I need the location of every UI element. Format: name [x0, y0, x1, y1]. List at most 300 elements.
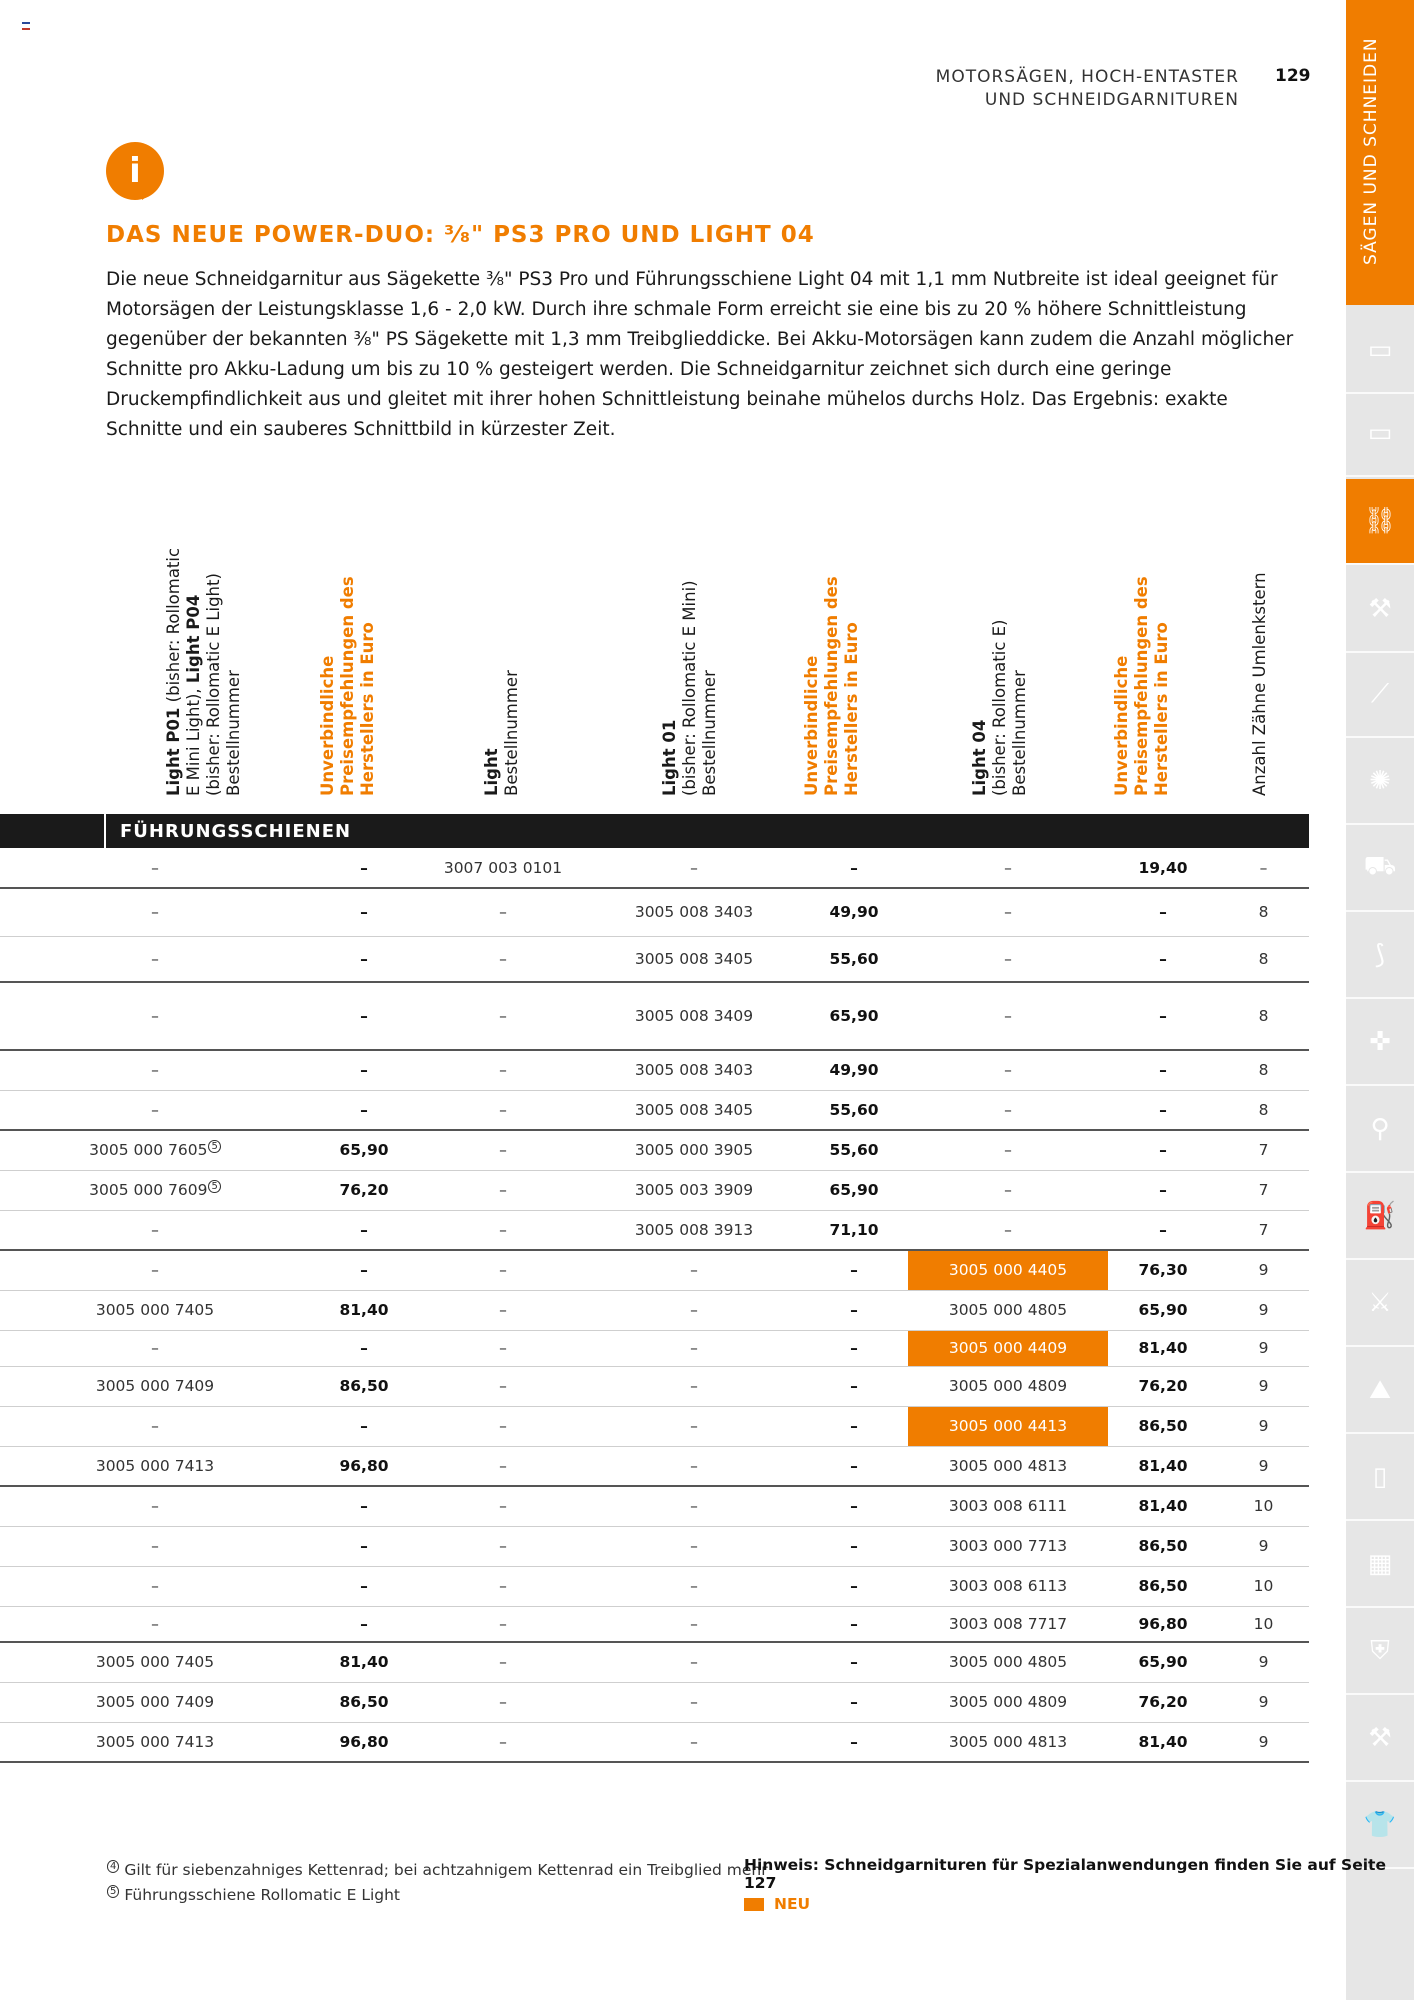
calendar-icon[interactable]: ▦ — [1346, 1522, 1414, 1608]
cell-value: – — [360, 903, 368, 922]
table-cell — [1218, 1366, 1309, 1406]
table-cell — [588, 1606, 800, 1642]
table-cell — [1218, 1486, 1309, 1526]
table-cell — [1218, 1682, 1309, 1722]
cell-value: – — [850, 1339, 858, 1357]
table-cell — [418, 1406, 588, 1446]
table-cell — [588, 1526, 800, 1566]
table-cell — [0, 1130, 310, 1170]
table-cell — [588, 1170, 800, 1210]
table-cell — [1108, 936, 1218, 982]
table-cell — [1108, 1366, 1218, 1406]
cell-value: – — [151, 858, 159, 877]
table-cell — [1218, 1050, 1309, 1090]
table-cell — [1218, 1566, 1309, 1606]
cell-value: 49,90 — [829, 903, 879, 922]
page-title: DAS NEUE POWER-DUO: ³⁄₈" PS3 PRO UND LIGHT 04 — [106, 222, 815, 248]
cell-value: 3005 000 7409 — [95, 1693, 215, 1711]
table-cell — [800, 888, 908, 936]
table-row — [0, 1526, 1309, 1566]
cell-value: – — [690, 1732, 698, 1751]
table-cell — [418, 1330, 588, 1366]
cell-value: – — [151, 1417, 159, 1435]
column-header-price-3 — [1112, 576, 1172, 796]
table-cell — [1108, 1210, 1218, 1250]
lawnmower-icon[interactable]: ⛟ — [1346, 826, 1414, 912]
table-cell — [310, 936, 418, 982]
cell-value: – — [499, 1456, 507, 1475]
table-cell — [908, 1406, 1108, 1446]
table-cell — [908, 848, 1108, 888]
cell-value: – — [499, 1577, 507, 1595]
cell-value: – — [360, 858, 368, 877]
table-cell — [310, 1406, 418, 1446]
cell-value: – — [850, 1301, 858, 1319]
table-row — [0, 888, 1309, 936]
table-cell — [1108, 1290, 1218, 1330]
table-row — [0, 1446, 1309, 1486]
cell-value: 9 — [1258, 1301, 1269, 1319]
cell-value: – — [151, 1497, 159, 1516]
cell-value: 65,90 — [1138, 1301, 1188, 1319]
table-cell — [418, 936, 588, 982]
col2-line3: Herstellers in Euro — [358, 622, 377, 796]
cell-value: 3003 008 6113 — [948, 1577, 1068, 1595]
cell-value: – — [690, 1377, 698, 1395]
table-cell — [908, 1606, 1108, 1642]
table-cell — [908, 1682, 1108, 1722]
smartphone-icon[interactable]: ▯ — [1346, 1435, 1414, 1521]
table-cell — [800, 1406, 908, 1446]
cell-value: 76,20 — [339, 1181, 389, 1199]
table-cell — [310, 1170, 418, 1210]
cell-value: 81,40 — [1138, 1497, 1188, 1516]
table-row — [0, 982, 1309, 1050]
sprayer-icon[interactable]: ⛽ — [1346, 1174, 1414, 1260]
table-cell — [0, 1050, 310, 1090]
cell-value: – — [151, 1614, 159, 1633]
cell-value: 3005 003 3909 — [634, 1181, 754, 1199]
cell-value: – — [499, 1061, 507, 1080]
cell-value: 86,50 — [1138, 1577, 1188, 1595]
table-row — [0, 1486, 1309, 1526]
col3-bold: Light — [482, 748, 501, 796]
cell-value: – — [690, 1693, 698, 1711]
column-header-light-p01-p04 — [164, 548, 244, 796]
table-cell — [1108, 1330, 1218, 1366]
cell-value: – — [151, 1007, 159, 1025]
table-row — [0, 1330, 1309, 1366]
cell-value: – — [499, 1261, 507, 1280]
battery-icon[interactable]: ▭ — [1346, 391, 1414, 477]
cell-value: – — [499, 1141, 507, 1160]
table-cell — [418, 1526, 588, 1566]
cell-value: – — [1004, 1220, 1012, 1239]
page-header — [936, 66, 1239, 112]
table-cell — [800, 1486, 908, 1526]
table-cell — [908, 982, 1108, 1050]
footnote-5-marker: 5 — [107, 1885, 119, 1898]
table-cell — [800, 848, 908, 888]
table-cell — [588, 982, 800, 1050]
trimmer-icon[interactable]: ⟆ — [1346, 913, 1414, 999]
table-cell — [1108, 1050, 1218, 1090]
robot-mower-icon[interactable]: ⛰ — [1346, 1348, 1414, 1434]
axe-icon[interactable]: ⚒ — [1346, 1696, 1414, 1782]
cell-value: 3005 000 4813 — [948, 1732, 1068, 1751]
table-cell — [1218, 1090, 1309, 1130]
cell-value: 3005 008 3913 — [634, 1220, 754, 1239]
table-cell — [588, 1090, 800, 1130]
col8-line1: Anzahl Zähne Umlenkstern — [1250, 572, 1269, 796]
cell-value: 3005 000 7413 — [95, 1456, 215, 1475]
table-cell — [908, 1170, 1108, 1210]
col6-bold: Light 04 — [970, 719, 989, 796]
cell-value: 81,40 — [339, 1301, 389, 1319]
table-cell — [0, 888, 310, 936]
cell-value: – — [850, 1577, 858, 1595]
table-row — [0, 1606, 1309, 1642]
table-cell — [1218, 936, 1309, 982]
col1-rest1: (bisher: Rollomatic — [164, 547, 183, 708]
table-row — [0, 1642, 1309, 1682]
cell-value: 3005 008 3403 — [634, 1061, 754, 1080]
table-cell — [588, 1486, 800, 1526]
col4-line3: Bestellnummer — [700, 670, 719, 796]
table-cell — [588, 848, 800, 888]
col1-line4: Bestellnummer — [224, 670, 243, 796]
table-cell — [310, 1210, 418, 1250]
table-cell — [310, 982, 418, 1050]
cell-value: – — [499, 1417, 507, 1435]
cell-value: 96,80 — [1138, 1614, 1188, 1633]
table-cell — [310, 1130, 418, 1170]
table-cell — [1108, 982, 1218, 1050]
cell-value: 9 — [1258, 1693, 1269, 1711]
cell-value: 10 — [1253, 1497, 1274, 1516]
table-cell — [0, 982, 310, 1050]
cell-value: 3005 000 4805 — [948, 1301, 1068, 1319]
cell-value: 9 — [1258, 1537, 1269, 1555]
table-cell — [0, 1642, 310, 1682]
header-line-1: MOTORSÄGEN, HOCH-ENTASTER — [935, 67, 1239, 87]
col1-line2: E Mini Light), — [184, 683, 203, 796]
jacket-icon[interactable]: ⛨ — [1346, 1609, 1414, 1695]
table-cell — [418, 1130, 588, 1170]
cell-value: 9 — [1258, 1653, 1269, 1672]
cell-value: – — [151, 1261, 159, 1280]
table-cell — [588, 888, 800, 936]
cell-value: – — [499, 1693, 507, 1711]
table-cell — [418, 1250, 588, 1290]
cell-value: – — [690, 1537, 698, 1555]
table-cell — [800, 1090, 908, 1130]
cell-value: 3005 000 4413 — [948, 1417, 1068, 1435]
table-cell — [0, 1250, 310, 1290]
table-cell — [800, 1526, 908, 1566]
cell-value: – — [690, 1339, 698, 1357]
table-cell — [800, 1210, 908, 1250]
cell-value: – — [1159, 1220, 1167, 1239]
hedge-trimmer-icon[interactable]: ⚔ — [1346, 1261, 1414, 1347]
table-cell — [1218, 1210, 1309, 1250]
saw-chain-icon[interactable]: ⛓ — [1346, 479, 1414, 565]
cell-value: – — [1159, 1007, 1167, 1025]
cultivator-icon[interactable]: ✜ — [1346, 1000, 1414, 1086]
cell-value: – — [1159, 1141, 1167, 1160]
footnote-marker: 5 — [208, 1180, 220, 1193]
cell-value: – — [499, 1007, 507, 1025]
table-cell — [310, 1050, 418, 1090]
table-cell — [1108, 1526, 1218, 1566]
cell-value: – — [850, 1693, 858, 1711]
cell-value: – — [499, 1537, 507, 1555]
cell-value: – — [360, 1261, 368, 1280]
table-cell — [1108, 1486, 1218, 1526]
cell-value: 7 — [1258, 1181, 1269, 1199]
cell-value: 3007 003 0101 — [443, 858, 563, 877]
cell-value: – — [850, 858, 858, 877]
col1-line3: (bisher: Rollomatic E Light) — [204, 573, 223, 796]
table-cell — [1108, 1722, 1218, 1762]
table-cell — [588, 936, 800, 982]
table-cell — [908, 1130, 1108, 1170]
cell-value: 7 — [1258, 1220, 1269, 1239]
table-row — [0, 1722, 1309, 1762]
cell-value: 3003 008 7717 — [948, 1614, 1068, 1633]
col5-line1: Unverbindliche — [802, 655, 821, 796]
section-header-bar — [0, 814, 1309, 848]
col2-line1: Unverbindliche — [318, 655, 337, 796]
blower-icon[interactable]: ✺ — [1346, 739, 1414, 825]
table-cell — [418, 848, 588, 888]
flag-icon — [22, 22, 30, 30]
cell-value: – — [151, 949, 159, 968]
table-cell — [1218, 1406, 1309, 1446]
table-cell — [310, 1722, 418, 1762]
cell-value: – — [360, 1061, 368, 1080]
table-cell — [800, 1566, 908, 1606]
cell-value: – — [1004, 949, 1012, 968]
cell-value: 55,60 — [829, 1100, 879, 1119]
hint-text: Hinweis: Schneidgarnituren für Spezialanwendungen finden Sie auf Seite 127 — [744, 1856, 1386, 1892]
table-cell — [310, 1250, 418, 1290]
table-cell — [1108, 888, 1218, 936]
table-cell — [800, 1330, 908, 1366]
col7-line3: Herstellers in Euro — [1152, 622, 1171, 796]
cell-value: 3005 000 3905 — [634, 1141, 754, 1160]
cell-value: – — [499, 949, 507, 968]
table-cell — [800, 1290, 908, 1330]
cell-value: – — [499, 1339, 507, 1357]
cell-value: 9 — [1258, 1261, 1269, 1280]
table-cell — [1108, 1250, 1218, 1290]
table-cell — [1108, 1406, 1218, 1446]
cell-value: – — [499, 1653, 507, 1672]
cell-value: 19,40 — [1138, 858, 1188, 877]
cell-value: – — [690, 1653, 698, 1672]
cell-value: 49,90 — [829, 1061, 879, 1080]
chainsaw-icon[interactable]: ⚒ — [1346, 567, 1414, 653]
cell-value: – — [499, 1732, 507, 1751]
cell-value: – — [499, 1181, 507, 1199]
cell-value: 8 — [1258, 1007, 1269, 1025]
table-cell — [0, 1170, 310, 1210]
table-cell — [588, 1446, 800, 1486]
table-cell — [908, 1446, 1108, 1486]
cell-value: – — [690, 858, 698, 877]
table-cell — [588, 1682, 800, 1722]
table-cell — [1218, 888, 1309, 936]
table-cell — [1218, 982, 1309, 1050]
battery-icon[interactable]: ▭ — [1346, 308, 1414, 394]
table-row — [0, 936, 1309, 982]
table-cell — [588, 1642, 800, 1682]
table-cell — [0, 1526, 310, 1566]
table-cell — [0, 1290, 310, 1330]
intro-paragraph: Die neue Schneidgarnitur aus Sägekette ³⁄₈" PS3 Pro und Führungsschiene Light 04 mit 1,1 mm Nutbreite ist ideal geeignet für Motorsägen der Leistungsklasse 1,6 - 2,0 kW. Durch ihre schmale Form erreicht sie eine bis zu 20 % höhere Schnittleistung gegenüber der bekannten ³⁄₈" PS Sägekette mit 1,3 mm Treibglieddicke. Bei Akku-Motorsägen kann zudem die Anzahl möglicher Schnitte pro Akku-Ladung um bis zu 10 % gesteigert werden. Die Schneidgarnitur zeichnet sich durch eine geringe Druckempfindlichkeit aus und gleitet mit ihrer hohen Schnittleistung beinahe mühelos durchs Holz. Das Ergebnis: exakte Schnitte und ein sauberes Schnittbild in kürzester Zeit. — [106, 269, 1294, 440]
cell-value: 3005 000 7605 — [89, 1141, 208, 1160]
cell-value: 76,20 — [1138, 1377, 1188, 1395]
cell-value: – — [151, 1061, 159, 1080]
cell-value: – — [151, 903, 159, 922]
table-cell — [0, 1366, 310, 1406]
cell-value: 81,40 — [1138, 1339, 1188, 1357]
col1-bold1: Light P01 — [164, 707, 183, 796]
shirt-icon[interactable]: 👕 — [1346, 1783, 1414, 1869]
table-cell — [0, 1486, 310, 1526]
cell-value: – — [360, 1220, 368, 1239]
footnote-4: Gilt für siebenzahniges Kettenrad; bei achtzahnigem Kettenrad ein Treibglied mehr — [124, 1861, 768, 1880]
cell-value: – — [151, 1220, 159, 1239]
cell-value: 81,40 — [1138, 1456, 1188, 1475]
cell-value: – — [499, 1100, 507, 1119]
footnote-marker: 5 — [208, 1140, 220, 1153]
table-cell — [1108, 1090, 1218, 1130]
cell-value: – — [499, 1377, 507, 1395]
cell-value: 86,50 — [339, 1377, 389, 1395]
table-cell — [800, 1366, 908, 1406]
cell-value: 55,60 — [829, 949, 879, 968]
cell-value: 3005 008 3405 — [634, 1100, 754, 1119]
cell-value: – — [360, 1100, 368, 1119]
table-cell — [588, 1366, 800, 1406]
section-bar-divider — [104, 814, 106, 848]
cell-value: 3005 000 7405 — [95, 1301, 215, 1319]
col6-line2: (bisher: Rollomatic E) — [990, 619, 1009, 796]
table-cell — [800, 1050, 908, 1090]
table-cell — [310, 848, 418, 888]
table-cell — [908, 1050, 1108, 1090]
col6-line3: Bestellnummer — [1010, 670, 1029, 796]
cell-value: – — [360, 949, 368, 968]
cell-value: – — [850, 1537, 858, 1555]
table-cell — [908, 1526, 1108, 1566]
table-row — [0, 1366, 1309, 1406]
table-cell — [908, 1722, 1108, 1762]
table-cell — [418, 1090, 588, 1130]
pole-pruner-icon[interactable]: ⟋ — [1346, 652, 1414, 738]
cell-value: – — [360, 1614, 368, 1633]
cell-value: – — [690, 1417, 698, 1435]
table-cell — [908, 1486, 1108, 1526]
table-cell — [908, 1290, 1108, 1330]
table-cell — [1108, 1566, 1218, 1606]
cell-value: – — [151, 1577, 159, 1595]
cell-value: 3005 008 3403 — [634, 903, 754, 922]
table-cell — [310, 1446, 418, 1486]
cell-value: 86,50 — [1138, 1417, 1188, 1435]
column-header-light-01 — [660, 580, 720, 796]
table-cell — [588, 1722, 800, 1762]
cell-value: 9 — [1258, 1456, 1269, 1475]
table-cell — [0, 848, 310, 888]
cell-value: 3003 000 7713 — [948, 1537, 1068, 1555]
table-cell — [800, 1682, 908, 1722]
table-cell — [310, 1090, 418, 1130]
table-cell — [0, 1406, 310, 1446]
cell-value: 3005 000 4809 — [948, 1377, 1068, 1395]
sidebar-section-tab[interactable] — [1346, 0, 1414, 305]
col2-line2: Preisempfehlungen des — [338, 576, 357, 796]
cell-value: – — [850, 1614, 858, 1633]
cell-value: 3005 000 4809 — [948, 1693, 1068, 1711]
table-cell — [588, 1210, 800, 1250]
table-cell — [800, 1446, 908, 1486]
table-cell — [588, 1330, 800, 1366]
table-cell — [588, 1130, 800, 1170]
table-cell — [418, 1486, 588, 1526]
column-header-light-04 — [970, 620, 1030, 797]
table-cell — [310, 1366, 418, 1406]
table-cell — [418, 1290, 588, 1330]
cell-value: – — [850, 1732, 858, 1751]
table-cell — [908, 1210, 1108, 1250]
table-row — [0, 848, 1309, 888]
table-row — [0, 1566, 1309, 1606]
table-cell — [1108, 1170, 1218, 1210]
table-cell — [908, 1330, 1108, 1366]
cell-value: – — [499, 1220, 507, 1239]
table-cell — [1218, 1722, 1309, 1762]
table-cell — [418, 1722, 588, 1762]
cell-value: 3005 000 4805 — [948, 1653, 1068, 1672]
table-cell — [310, 1526, 418, 1566]
cell-value: 3005 008 3405 — [634, 949, 754, 968]
table-cell — [1108, 1642, 1218, 1682]
cell-value: – — [690, 1456, 698, 1475]
cell-value: 8 — [1258, 1100, 1269, 1119]
cell-value: 76,20 — [1138, 1693, 1188, 1711]
legend-new — [744, 1895, 810, 1913]
cell-value: – — [1159, 949, 1167, 968]
table-cell — [310, 1642, 418, 1682]
table-cell — [310, 1290, 418, 1330]
auger-icon[interactable]: ⚲ — [1346, 1087, 1414, 1173]
page-number: 129 — [1275, 66, 1311, 86]
table-cell — [310, 888, 418, 936]
cell-value: 65,90 — [1138, 1653, 1188, 1672]
table-cell — [588, 1290, 800, 1330]
table-row — [0, 1406, 1309, 1446]
cell-value: – — [360, 1497, 368, 1516]
cell-value: – — [360, 1417, 368, 1435]
col7-line2: Preisempfehlungen des — [1132, 576, 1151, 796]
cell-value: 3005 000 4813 — [948, 1456, 1068, 1475]
table-cell — [418, 1566, 588, 1606]
table-cell — [418, 1366, 588, 1406]
cell-value: – — [850, 1417, 858, 1435]
